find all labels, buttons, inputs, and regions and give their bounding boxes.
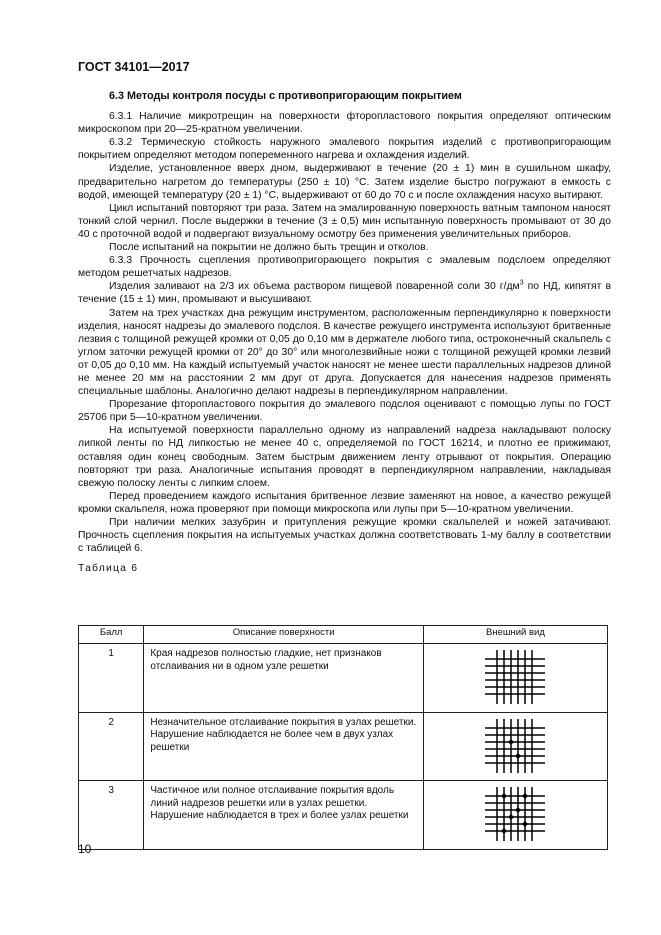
score-cell: 3 — [79, 781, 144, 850]
grid-three-plus-nodes-peeling-icon — [480, 785, 550, 843]
paragraph: Затем на трех участках дна режущим инструментом, расположенным перпендикулярно к поверхности изделия, наносят надрезы до эмалевого подслоя. В качестве режущего инструмента используют бритвенные лезвия с толщиной режущей кромки от 0,05 до 0,10 мм в держателе любого типа, остроконечный скальпель с углом заточки режущей кромки от 20° до 30° или многолезвийные ножи с толщиной режущей кромки лезвий от 0,05 до 0,10 мм. На каждый испытуемый участок наносят не менее шести параллельных надрезов длиной не менее 20 мм на расстоянии 2 мм друг от друга. Допускается для нанесения надрезов применять специальные шаблоны. Аналогично делают надрезы в перпендикулярном направлении. — [78, 307, 611, 398]
description-cell: Частичное или полное отслаивание покрытия вдоль линий надрезов решетки или в узлах решетки. Нарушение наблюдается в трех и более узлах решетки — [144, 781, 424, 850]
table-row — [79, 644, 608, 713]
header-appearance: Внешний вид — [423, 626, 607, 644]
paragraph: При наличии мелких зазубрин и притупления режущие кромки скальпелей и ножей затачивают. Прочность сцепления покрытия на испытуемых участках должна соответствовать 1-му баллу в соответствии с таблицей 6. — [78, 517, 611, 555]
score-cell: 2 — [79, 712, 144, 781]
header-description: Описание поверхности — [144, 626, 424, 644]
paragraph: 6.3.2 Термическую стойкость наружного эмалевого покрытия изделий с противопригорающим покрытием определяют методом попеременного нагрева и охлаждения изделий. — [78, 137, 611, 162]
unit-superscript: 3 — [519, 279, 524, 287]
appearance-cell — [423, 712, 607, 781]
paragraph-text-tail: по НД, кипятят в течение (15 ± 1) мин, промывают и высушивают. — [78, 281, 611, 306]
document-body — [78, 90, 611, 586]
table-row — [79, 781, 608, 850]
paragraph: 6.3.3 Прочность сцепления противопригорающего покрытия с эмалевым подслоем определяют методом решетчатых надрезов. — [78, 255, 611, 280]
description-cell: Края надрезов полностью гладкие, нет признаков отслаивания ни в одном узле решетки — [144, 644, 424, 713]
paragraph: Цикл испытаний повторяют три раза. Затем на эмалированную поверхность ватным тампоном наносят тонкий слой чернил. После выдержки в течение (3 ± 0,5) мин испытанную поверхность промывают от 30 до 40 с проточной водой и подвергают визуальному осмотру без применения увеличительных приборов. — [78, 202, 611, 240]
section-title: 6.3 Методы контроля посуды с противопригорающим покрытием — [109, 90, 462, 102]
paragraph: Перед проведением каждого испытания бритвенное лезвие заменяют на новое, а качество режущей кромки скальпеля, ножа проверяют при помощи микроскопа или лупы при 5—10-кратном увеличении. — [78, 490, 611, 515]
paragraph-text: Изделия заливают на 2/3 их объема раствором пищевой поваренной соли 30 г/дм — [109, 281, 520, 293]
paragraph: Прорезание фторопластового покрытия до эмалевого подслоя оценивают с помощью лупы по ГОСТ 25706 при 5—10-кратном увеличении. — [78, 399, 611, 424]
paragraph: На испытуемой поверхности параллельно одному из направлений надреза накладывают полоску липкой ленты по НД липкостью не менее 40 с, определяемой по ГОСТ 16214, и плотно ее прижимают, оставляя один конец свободным. Затем быстрым движением ленту отрывают от покрытия. Операцию повторяют три раза. Аналогичные испытания проводят в перпендикулярном направлении, накладывая свежую полоску ленты с липким слоем. — [78, 425, 611, 489]
description-cell: Незначительное отслаивание покрытия в узлах решетки. Нарушение наблюдается не более чем в двух узлах решетки — [144, 712, 424, 781]
appearance-cell — [423, 781, 607, 850]
table-caption: Таблица 6 — [78, 563, 139, 575]
paragraph-with-unit — [78, 280, 611, 306]
score-cell: 1 — [79, 644, 144, 713]
header-score: Балл — [79, 626, 144, 644]
table-header-row — [79, 626, 608, 644]
table-6 — [78, 625, 608, 850]
page-number: 10 — [78, 842, 92, 856]
paragraph: Изделие, установленное вверх дном, выдерживают в течение (20 ± 1) мин в сушильном шкафу, предварительно нагретом до температуры (250 ± 10) °С. Затем изделие быстро погружают в емкость с водой, имеющей температуру (20 ± 1) °С, выдерживают от 60 до 70 с и после охлаждения насухо вытирают. — [78, 163, 611, 201]
paragraph: После испытаний на покрытии не должно быть трещин и отколов. — [109, 242, 429, 254]
document-header: ГОСТ 34101—2017 — [78, 60, 190, 74]
appearance-cell — [423, 644, 607, 713]
grid-no-peeling-icon — [480, 648, 550, 706]
grid-two-nodes-peeling-icon — [480, 717, 550, 775]
table-row — [79, 712, 608, 781]
paragraph: 6.3.1 Наличие микротрещин на поверхности фторопластового покрытия определяют оптическим микроскопом при 20—25-кратном увеличении. — [78, 111, 611, 136]
